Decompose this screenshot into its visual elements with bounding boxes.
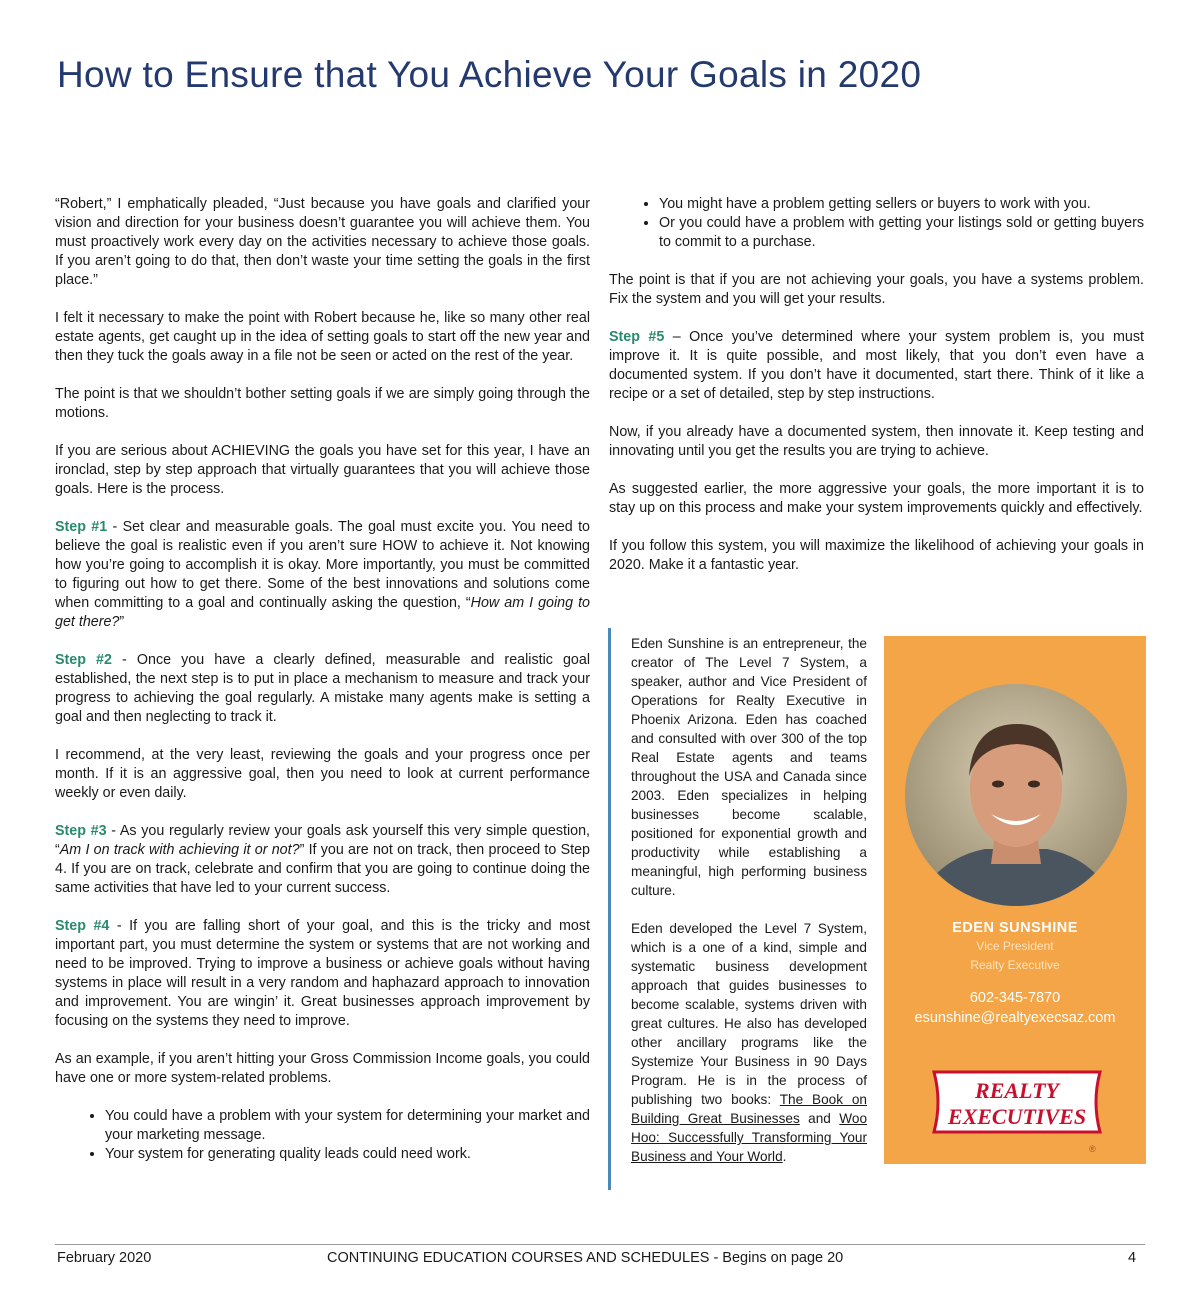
book-link[interactable]: Woo Hoo: Successfully Transforming Your Business and Your World <box>631 1111 868 1164</box>
bio-paragraph: Eden Sunshine is an entrepreneur, the creator of The Level 7 System, a speaker, author and Vice President of Operations for Realty Executive in Phoenix Arizona. Eden has coached and consulted with over 300 of the top Real Estate agents and teams throughout the USA and Canada since 2003. Eden specializes in helping businesses become scalable, positioned for exponential growth and productivity while establishing a meaningful, high performing business culture. <box>631 636 867 898</box>
list-item: • Or you could have a problem with getting your listings sold or getting buyers to commit to a purchase. <box>659 214 1144 252</box>
paragraph: If you are serious about ACHIEVING the goals you have set for this year, I have an ironclad, step by step approach that virtually guarantees that you will achieve those goals. Here is the process. <box>55 443 590 497</box>
footer-date: February 2020 <box>57 1250 152 1266</box>
step-text: - As you regularly review your goals ask yourself this very simple question, “ <box>55 823 590 858</box>
footer-center: CONTINUING EDUCATION COURSES AND SCHEDULES - Begins on page 20 <box>327 1250 844 1266</box>
bio-text: Eden developed the Level 7 System, which is a one of a kind, simple and systematic business development approach that guides businesses to become scalable, systems driven with great cultures. He also has developed other ancillary programs like the Systemize Your Business in 90 Days Program. He is in the process of publishing two books: <box>631 921 867 1107</box>
card-name: EDEN SUNSHINE <box>952 920 1078 936</box>
paragraph: I recommend, at the very least, reviewing the goals and your progress once per month. If it is an aggressive goal, then you need to look at current performance weekly or even daily. <box>55 747 590 801</box>
bullet-list <box>609 195 1144 252</box>
step-label: Step #3 <box>55 823 107 839</box>
footer-divider <box>55 1244 1145 1245</box>
step-text: - Once you have a clearly defined, measurable and realistic goal established, the next step is to put in place a mechanism to measure and track your progress to achieving the goal regularly. A mistake many agents make is setting a goal and then neglecting to track it. <box>55 652 590 725</box>
realty-executives-logo <box>922 1064 1112 1140</box>
card-email[interactable]: esunshine@realtyexecsaz.com <box>914 1010 1116 1026</box>
step-label: Step #5 <box>609 329 665 345</box>
step-italic: How am I going to get there? <box>55 595 590 630</box>
card-role: Vice President <box>976 939 1054 953</box>
card-phone[interactable]: 602-345-7870 <box>969 990 1061 1006</box>
step-text: - Set clear and measurable goals. The goal must excite you. You need to believe the goal is realistic even if you aren’t sure HOW to achieve it. Not knowing how you’re going to accomplish it is okay. More importantly, you must be committed to figuring out how to get there. Some of the best innovations and solutions come when committing to a goal and continually asking the question, “ <box>55 519 590 611</box>
step-label: Step #1 <box>55 519 108 535</box>
logo-text: REALTY <box>975 1078 1059 1103</box>
paragraph: If you follow this system, you will maximize the likelihood of achieving your goals in 2020. Make it a fantastic year. <box>609 538 1144 573</box>
logo-text: EXECUTIVES <box>947 1104 1087 1129</box>
list-item: • You could have a problem with your system for determining your market and your marketing message. <box>105 1107 590 1145</box>
author-photo <box>905 684 1127 906</box>
bullet-list <box>55 1107 590 1164</box>
portrait-image <box>905 684 1127 906</box>
paragraph: “Robert,” I emphatically pleaded, “Just because you have goals and clarified your vision and direction for your business doesn’t guarantee you will achieve them. You must proactively work every day on the activities necessary to achieve those goals. If you aren’t going to do that, then don’t waste your time setting the goals in the first place.” <box>55 196 590 288</box>
step-label: Step #4 <box>55 918 110 934</box>
card-company: Realty Executive <box>970 958 1060 972</box>
step-label: Step #2 <box>55 652 112 668</box>
step-text: - If you are falling short of your goal, and this is the tricky and most important part, you must determine the system or systems that are not working and need to be improved. Trying to improve a business or achieve goals without having systems in place will result in a very random and haphazard approach to innovation and improvement. You are wingin’ it. Great businesses approach improvement by focusing on the systems they need to improve. <box>55 918 590 1029</box>
book-link[interactable]: The Book on Building Great Businesses <box>631 1092 867 1126</box>
step-5-paragraph <box>609 328 1144 404</box>
author-bio <box>631 634 867 1185</box>
step-2-paragraph <box>55 651 590 727</box>
step-3-paragraph <box>55 822 590 898</box>
bio-text: . <box>782 1149 787 1164</box>
author-card <box>884 636 1146 1164</box>
step-4-paragraph <box>55 917 590 1031</box>
page-number: 4 <box>1128 1250 1137 1266</box>
bio-text: and <box>799 1111 840 1126</box>
paragraph: Now, if you already have a documented system, then innovate it. Keep testing and innovating until you get the results you are trying to achieve. <box>609 424 1144 459</box>
registered-mark: ® <box>1089 1144 1096 1154</box>
step-text: – Once you’ve determined where your system problem is, you must improve it. It is quite possible, and most likely, that you don’t even have a documented system. If you don’t have it documented, start there. Think of it like a recipe or a set of detailed, step by step instructions. <box>609 329 1144 402</box>
paragraph: I felt it necessary to make the point with Robert because he, like so many other real estate agents, get caught up in the idea of setting goals to start off the new year and then they tuck the goals away in a file not be seen or acted on the rest of the year. <box>55 310 590 364</box>
paragraph: The point is that if you are not achieving your goals, you have a systems problem. Fix the system and you will get your results. <box>609 272 1144 307</box>
paragraph: The point is that we shouldn’t bother setting goals if we are simply going through the motions. <box>55 386 590 421</box>
step-1-paragraph <box>55 518 590 632</box>
divider <box>608 628 611 1190</box>
paragraph: As an example, if you aren’t hitting your Gross Commission Income goals, you could have one or more system-related problems. <box>55 1051 590 1086</box>
paragraph: As suggested earlier, the more aggressive your goals, the more important it is to stay up on this process and make your system improvements quickly and effectively. <box>609 481 1144 516</box>
page-title: How to Ensure that You Achieve Your Goals in 2020 <box>57 54 922 95</box>
step-text-end: ” If you are not on track, then proceed to Step 4. If you are on track, celebrate and confirm that you are going to continue doing the same activities that have led to your current success. <box>55 842 590 896</box>
left-column <box>55 195 590 1183</box>
step-italic: Am I on track with achieving it or not? <box>59 842 300 858</box>
right-column <box>609 195 1144 575</box>
list-item: • Your system for generating quality leads could need work. <box>105 1145 590 1164</box>
step-text-end: ” <box>119 614 125 630</box>
list-item: • You might have a problem getting sellers or buyers to work with you. <box>659 195 1144 214</box>
bio-paragraph <box>631 919 867 1166</box>
